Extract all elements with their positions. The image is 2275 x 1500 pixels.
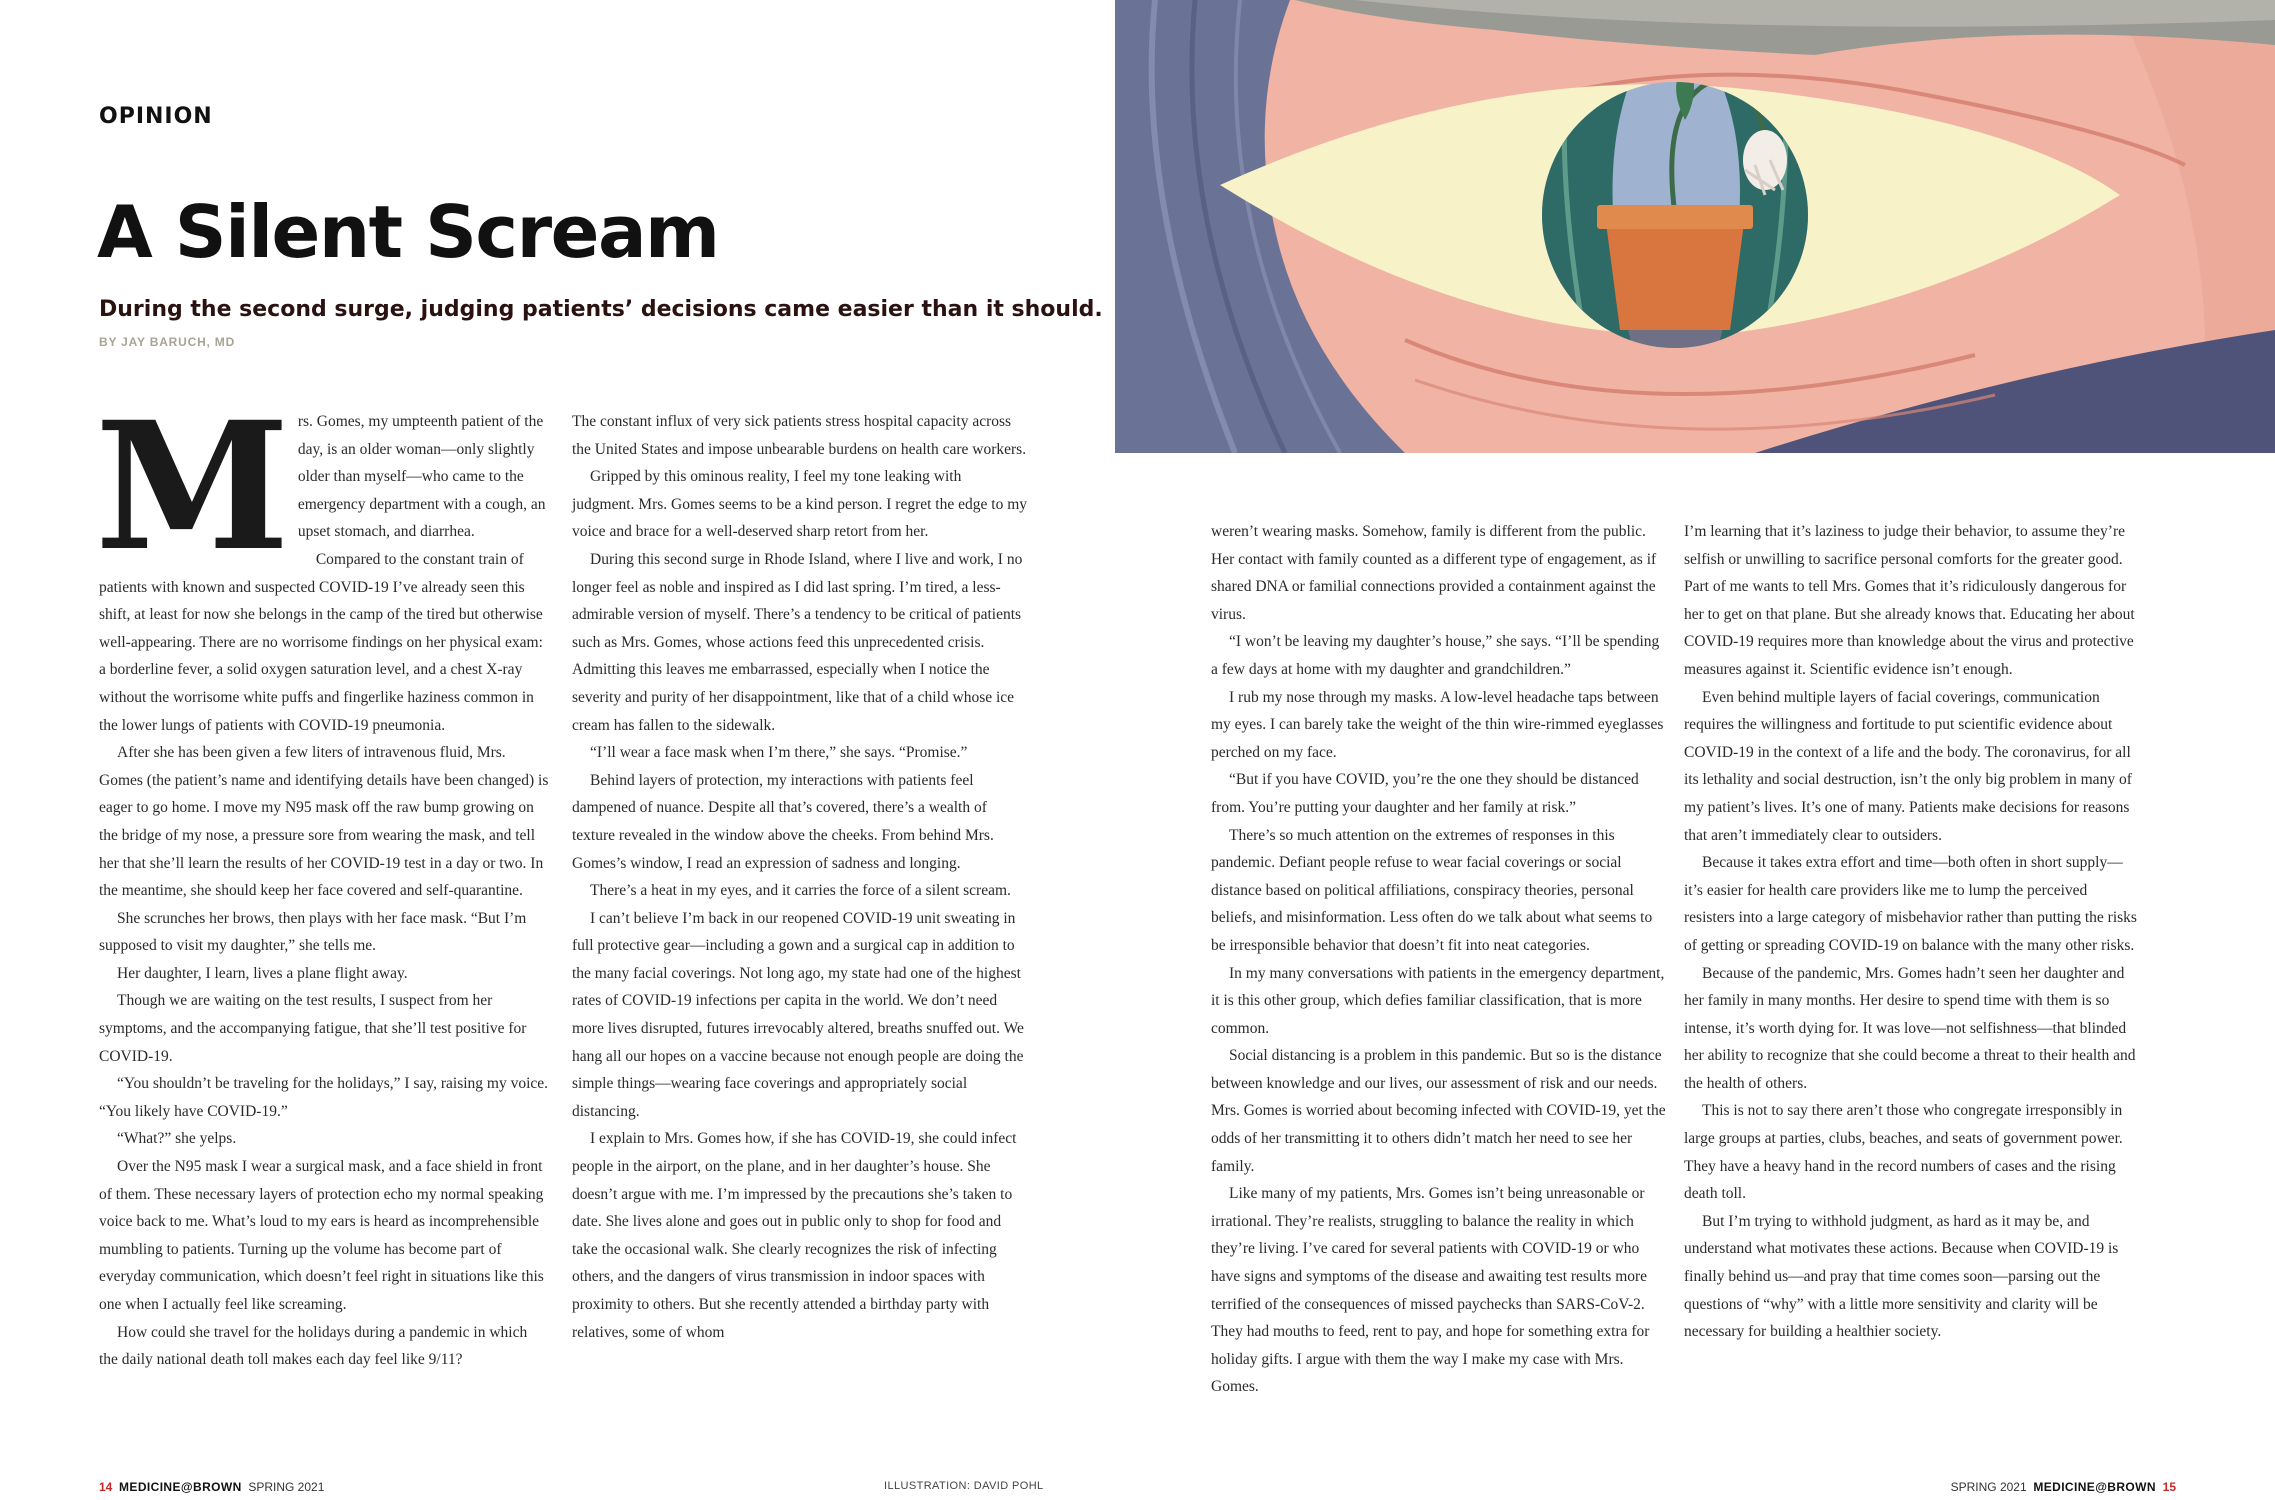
paragraph: There’s a heat in my eyes, and it carries the force of a silent scream. [590,882,1011,900]
article-column-1 [95,383,549,1374]
issue-right: SPRING 2021 [1950,1480,2027,1494]
paragraph: “You shouldn’t be traveling for the holidays,” I say, raising my voice. “You likely have COVID-19.” [99,1075,549,1120]
issue-left: SPRING 2021 [248,1480,325,1494]
paragraph: Like many of my patients, Mrs. Gomes isn’t being unreasonable or irrational. They’re realists, struggling to balance the reality in which they’re living. I’ve cared for several patients with COVID-19 or who have signs and symptoms of the disease and awaiting test results more terrified of the consequences of missed paychecks than SARS-CoV-2. They had mouths to feed, rent to pay, and hope for something extra for holiday gifts. I argue with them the way I make my case with Mrs. Gomes. [1211,1185,1650,1396]
paragraph: Because it takes extra effort and time—both often in short supply—it’s easier for health care providers like me to lump the perceived resisters into a large category of misbehavior rather than putting the risks of getting or spreading COVID-19 on balance with the many other risks. [1684,854,2137,954]
paragraph: After she has been given a few liters of intravenous fluid, Mrs. Gomes (the patient’s name and identifying details have been changed) is eager to go home. I move my N95 mask off the raw bump growing on the bridge of my nose, a pressure sore from wearing the mask, and tell her that she’ll learn the results of her COVID-19 test in a day or two. In the meantime, she should keep her face covered and self-quarantine. [99,744,549,900]
page-number-right: 15 [2162,1480,2176,1494]
paragraph: “What?” she yelps. [117,1130,237,1148]
paragraph: Behind layers of protection, my interactions with patients feel dampened of nuance. Despite all that’s covered, there’s a wealth of texture revealed in the window above the cheeks. From behind Mrs. Gomes’s window, I read an expression of sadness and longing. [572,771,994,872]
paragraph: I’m learning that it’s laziness to judge their behavior, to assume they’re selfish or unwilling to sacrifice personal comforts for the greater good. Part of me wants to tell Mrs. Gomes that it’s ridiculously dangerous for her to get on that plane. But she already knows that. Educating her about COVID-19 requires more than knowledge about the virus and protective measures against it. Scientific evidence isn’t enough. [1684,523,2135,678]
paragraph: The constant influx of very sick patients stress hospital capacity across the United States and impose unbearable burdens on health care workers. [572,413,1027,458]
paragraph: Though we are waiting on the test results, I suspect from her symptoms, and the accompanying fatigue, that she’ll test positive for COVID-19. [99,992,527,1065]
paragraph: “I’ll wear a face mask when I’m there,” she says. “Promise.” [590,744,968,762]
paragraph: Her daughter, I learn, lives a plane flight away. [117,964,408,982]
article-column-2 [572,408,1027,1346]
paragraph: I explain to Mrs. Gomes how, if she has COVID-19, she could infect people in the airport, on the plane, and in her daughter’s house. She doesn’t argue with me. I’m impressed by the precautions she’s taken to date. She lives alone and goes out in public only to shop for food and take the occasional walk. She clearly recognizes the risk of infecting others, and the dangers of virus transmission in indoor spaces with proximity to others. But she recently attended a birthday party with relatives, some of whom [572,1130,1017,1341]
section-label: OPINION [99,104,213,129]
paragraph: This is not to say there aren’t those who congregate irresponsibly in large groups at parties, clubs, beaches, and seats of government power. They have a heavy hand in the record numbers of cases and the rising death toll. [1684,1102,2123,1203]
publication-name-left: MEDICINE@BROWN [119,1480,242,1494]
paragraph: How could she travel for the holidays during a pandemic in which the daily national death toll makes each day feel like 9/11? [99,1323,528,1369]
paragraph: I rub my nose through my masks. A low-level headache taps between my eyes. I can barely take the weight of the thin wire-rimmed eyeglasses perched on my face. [1211,688,1664,761]
footer-left [99,1480,324,1494]
byline: BY JAY BARUCH, MD [99,335,236,349]
page-number-left: 14 [99,1480,113,1494]
paragraph: During this second surge in Rhode Island, where I live and work, I no longer feel as noble and inspired as I did last spring. I’m tired, a less-admirable version of myself. There’s a tendency to be critical of patients such as Mrs. Gomes, whose actions feed this unprecedented crisis. Admitting this leaves me embarrassed, especially when I notice the severity and purity of her disappointment, like that of a child whose ice cream has fallen to the sidewalk. [572,550,1023,734]
article-column-3 [1211,518,1666,1401]
deck: During the second surge, judging patients’ decisions came easier than it should. [99,297,1103,322]
paragraph: “I won’t be leaving my daughter’s house,” she says. “I’ll be spending a few days at home with my daughter and grandchildren.” [1211,633,1660,678]
drop-cap: M [95,383,284,590]
illustration-credit: ILLUSTRATION: DAVID POHL [884,1480,1044,1492]
headline: A Silent Scream [97,190,719,274]
paragraph: But I’m trying to withhold judgment, as hard as it may be, and understand what motivates these actions. Because when COVID-19 is finally behind us—and pray that time comes soon—parsing out the questions of “why” with a little more sensitivity and clarity will be necessary for building a healthier society. [1684,1212,2119,1341]
footer-right [1951,1480,2176,1494]
paragraph: She scrunches her brows, then plays with her face mask. “But I’m supposed to visit my daughter,” she tells me. [99,909,527,955]
article-column-4 [1684,518,2140,1346]
paragraph: “But if you have COVID, you’re the one they should be distanced from. You’re putting your daughter and her family at risk.” [1211,771,1639,816]
publication-name-right: MEDICINE@BROWN [2033,1480,2156,1494]
paragraph: Over the N95 mask I wear a surgical mask, and a face shield in front of them. These necessary layers of protection echo my normal speaking voice back to me. What’s loud to my ears is heard as incomprehensible mumbling to patients. Turning up the volume has become part of everyday communication, which doesn’t feel right in situations like this one when I actually feel like screaming. [99,1158,544,1313]
paragraph: Gripped by this ominous reality, I feel my tone leaking with judgment. Mrs. Gomes seems to be a kind person. I regret the edge to my voice and brace for a well-deserved sharp retort from her. [572,468,1027,541]
paragraph: Because of the pandemic, Mrs. Gomes hadn’t seen her daughter and her family in many months. Her desire to spend time with them is so intense, it’s worth dying for. It was love—not selfishness—that blinded her ability to recognize that she could become a threat to their health and the health of others. [1684,964,2136,1092]
paragraph: There’s so much attention on the extremes of responses in this pandemic. Defiant people refuse to wear facial coverings or social distance based on political affiliations, conspiracy theories, personal beliefs, and misinformation. Less often do we talk about what seems to be irresponsible behavior that doesn’t fit into neat categories. [1211,826,1653,954]
paragraph: In my many conversations with patients in the emergency department, it is this other group, which defies familiar classification, that is more common. [1211,964,1665,1037]
left-page [0,0,1115,1500]
paragraph: Social distancing is a problem in this pandemic. But so is the distance between knowledge and our lives, our assessment of risk and our needs. Mrs. Gomes is worried about becoming infected with COVID-19, yet the odds of her transmitting it to others didn’t match her need to see her family. [1211,1047,1666,1175]
opening-paragraph: Mrs. Gomes, my umpteenth patient of the day, is an older woman—only slightly older than myself—who came to the emergency department with a cough, an upset stomach, and diarrhea. [95,383,546,590]
paragraph: Even behind multiple layers of facial coverings, communication requires the willingness and fortitude to put scientific evidence about COVID-19 in the context of a life and the body. The coronavirus, for all its lethality and social destruction, isn’t the only big problem in many of my patient’s lives. It’s one of many. Patients make decisions for reasons that aren’t immediately clear to outsiders. [1684,688,2132,844]
paragraph: weren’t wearing masks. Somehow, family is different from the public. Her contact with family counted as a different type of engagement, as if shared DNA or familial connections provided a containment against the virus. [1211,523,1657,623]
right-page [1115,0,2275,1500]
paragraph: I can’t believe I’m back in our reopened COVID-19 unit sweating in full protective gear—including a gown and a surgical cap in addition to the many facial coverings. Not long ago, my state had one of the highest rates of COVID-19 infections per capita in the world. We don’t need more lives disrupted, futures irrevocably altered, breaths snuffed out. We hang all our hopes on a vaccine because not enough people are doing the simple things—wearing face coverings and appropriately social distancing. [572,909,1024,1120]
paragraph: Compared to the constant train of patients with known and suspected COVID-19 I’ve already seen this shift, at least for now she belongs in the camp of the tired but otherwise well-appearing. There are no worrisome findings on her physical exam: a borderline fever, a solid oxygen saturation level, and a chest X-ray without the worrisome white puffs and fingerlike haziness common in the lower lungs of patients with COVID-19 pneumonia. [99,550,543,734]
